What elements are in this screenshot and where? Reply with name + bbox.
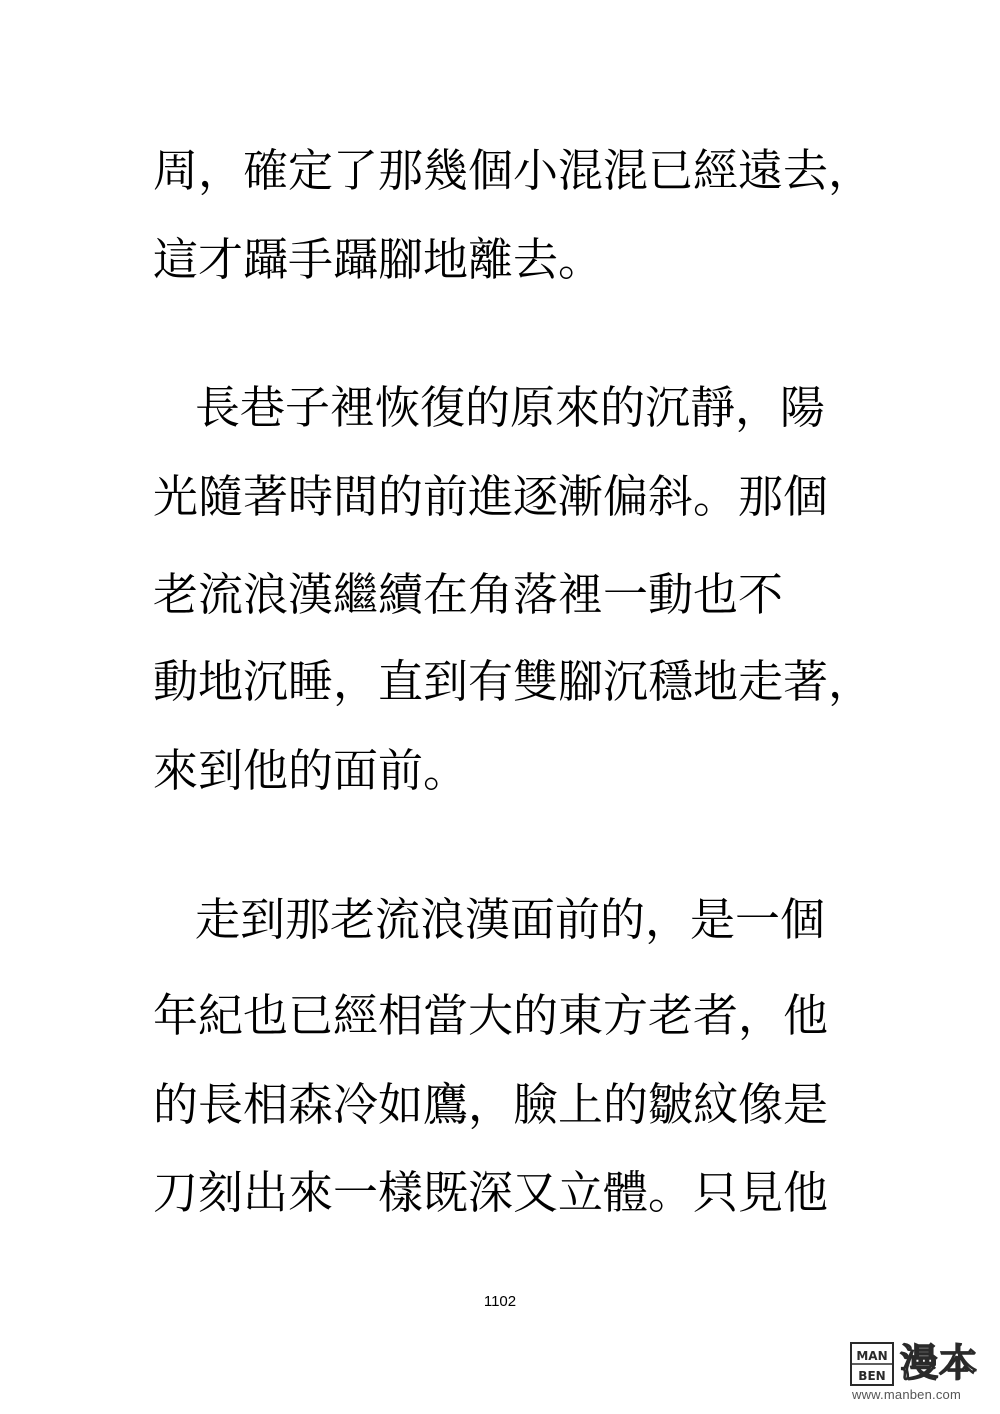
text-line-7: 來到他的面前。	[153, 744, 469, 797]
text-line-2: 這才躡手躡腳地離去。	[153, 233, 604, 286]
manben-title: 漫本	[900, 1341, 979, 1385]
text-line-4: 光隨著時間的前進逐漸偏斜。那個	[153, 470, 829, 523]
text-line-5: 老流浪漢繼續在角落裡一動也不	[153, 568, 784, 621]
svg-text:BEN: BEN	[858, 1369, 886, 1383]
text-line-6: 動地沉睡，直到有雙腳沉穩地走著，	[153, 655, 874, 708]
manben-url: www.manben.com	[852, 1387, 962, 1402]
svg-text:MAN: MAN	[856, 1349, 888, 1363]
text-line-9: 年紀也已經相當大的東方老者，他	[153, 989, 829, 1042]
page-number: 1102	[483, 1293, 517, 1310]
text-line-11: 刀刻出來一樣既深又立體。只見他	[153, 1166, 829, 1219]
text-line-10: 的長相森冷如鷹，臉上的皺紋像是	[153, 1078, 829, 1131]
text-line-8: 走到那老流浪漢面前的，是一個	[195, 893, 826, 946]
manben-watermark	[850, 1340, 990, 1402]
manben-seal-logo	[850, 1342, 894, 1386]
text-line-3: 長巷子裡恢復的原來的沉靜，陽	[195, 381, 826, 434]
text-line-1: 周，確定了那幾個小混混已經遠去，	[153, 144, 874, 197]
